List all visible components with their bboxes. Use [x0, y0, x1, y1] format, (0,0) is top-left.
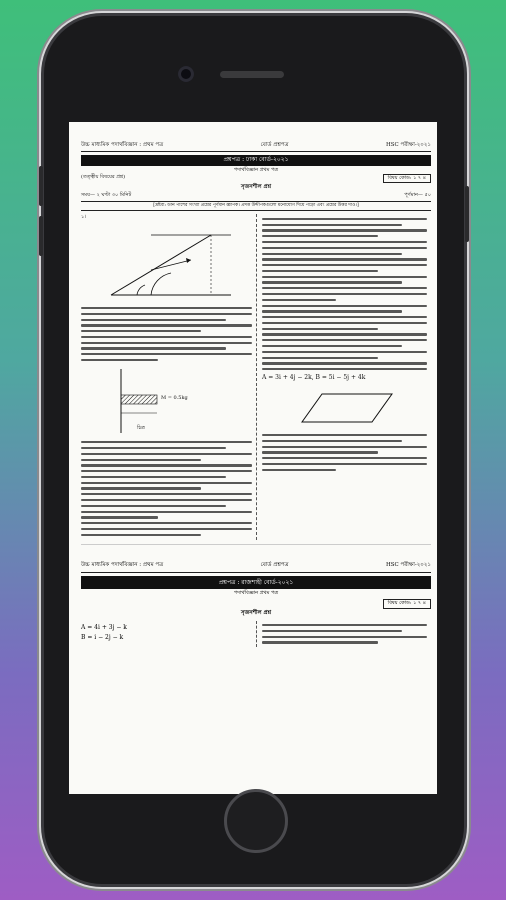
earpiece-speaker [220, 71, 284, 78]
page2-header-center: বোর্ড প্রশ্নপত্র [260, 561, 289, 568]
time-label: সময়— ২ ঘণ্টা ৩০ মিনিট [81, 192, 132, 199]
mass-label: M = 0.5kg [161, 395, 188, 402]
page-header [81, 142, 431, 152]
theory-label: (তত্ত্বীয় বিষয়ের প্রশ্ন) [81, 174, 126, 181]
header-right: HSC পরীক্ষা-২০২১ [385, 142, 431, 148]
right-column [256, 214, 431, 539]
vector-equation: A = 3i + 4j − 2k, B = 5i − 5j + 4k [262, 373, 366, 381]
instruction-note: [দ্রষ্টব্য: ডান পাশের সংখ্যা প্রশ্নের পূর্ণমান জ্ঞাপক। প্রদত্ত উদ্দীপকগুলো মনোযোগ দিয়ে পড়ো এবং প্রশ্নের উত্তর দাও।] [81, 201, 431, 211]
page2-vector-a: A = 4i + 3j − k [81, 623, 127, 631]
page2-header-left: উচ্চ মাধ্যমিক পদার্থবিজ্ঞান : প্রথম পত্র [81, 561, 164, 568]
subject-code: বিষয় কোড: ১ ৭ ৪ [383, 174, 431, 183]
app-screen[interactable] [69, 122, 437, 794]
incline-figure [81, 225, 252, 303]
board-title: প্রশ্নপত্র : ঢাকা বোর্ড-২০২১ [81, 155, 431, 165]
volume-down-button [39, 216, 43, 256]
question-paper-page[interactable] [69, 122, 437, 562]
volume-up-button [39, 166, 43, 206]
header-center: বোর্ড প্রশ্নপত্র [260, 142, 289, 148]
section-title: সৃজনশীল প্রশ্ন [240, 184, 272, 191]
home-button[interactable] [224, 789, 288, 853]
phone-frame [44, 16, 464, 884]
page2-vector-b: B = i − 2j − k [81, 633, 124, 641]
left-column [81, 214, 256, 539]
page2-subject-title: পদার্থবিজ্ঞান প্রথম পত্র [233, 589, 279, 596]
question-number: ১। [81, 214, 87, 221]
header-left: উচ্চ মাধ্যমিক পদার্থবিজ্ঞান : প্রথম পত্র [81, 142, 164, 148]
page2-subject-code: বিষয় কোড: ১ ৭ ৪ [383, 599, 431, 609]
page2-right-column [256, 621, 431, 648]
page2-board-title: প্রশ্নপত্র : রাজশাহী বোর্ড-২০২১ [81, 576, 431, 589]
power-button [465, 186, 469, 242]
bar-mass-figure [81, 367, 252, 435]
page-separator [81, 544, 431, 562]
front-camera-icon [178, 66, 194, 82]
figure-caption: চিত্র [137, 425, 145, 432]
page2-header-right: HSC পরীক্ষা-২০২১ [385, 561, 431, 568]
page2-left-column [81, 621, 256, 648]
marks-label: পূর্ণমান— ৫০ [404, 192, 431, 199]
page2-section-title: সৃজনশীল প্রশ্ন [240, 609, 272, 616]
subject-title: পদার্থবিজ্ঞান প্রথম পত্র [233, 166, 279, 173]
question-paper-page-2[interactable] [69, 562, 437, 648]
parallelogram-figure [262, 386, 427, 430]
page2-header [81, 562, 431, 573]
